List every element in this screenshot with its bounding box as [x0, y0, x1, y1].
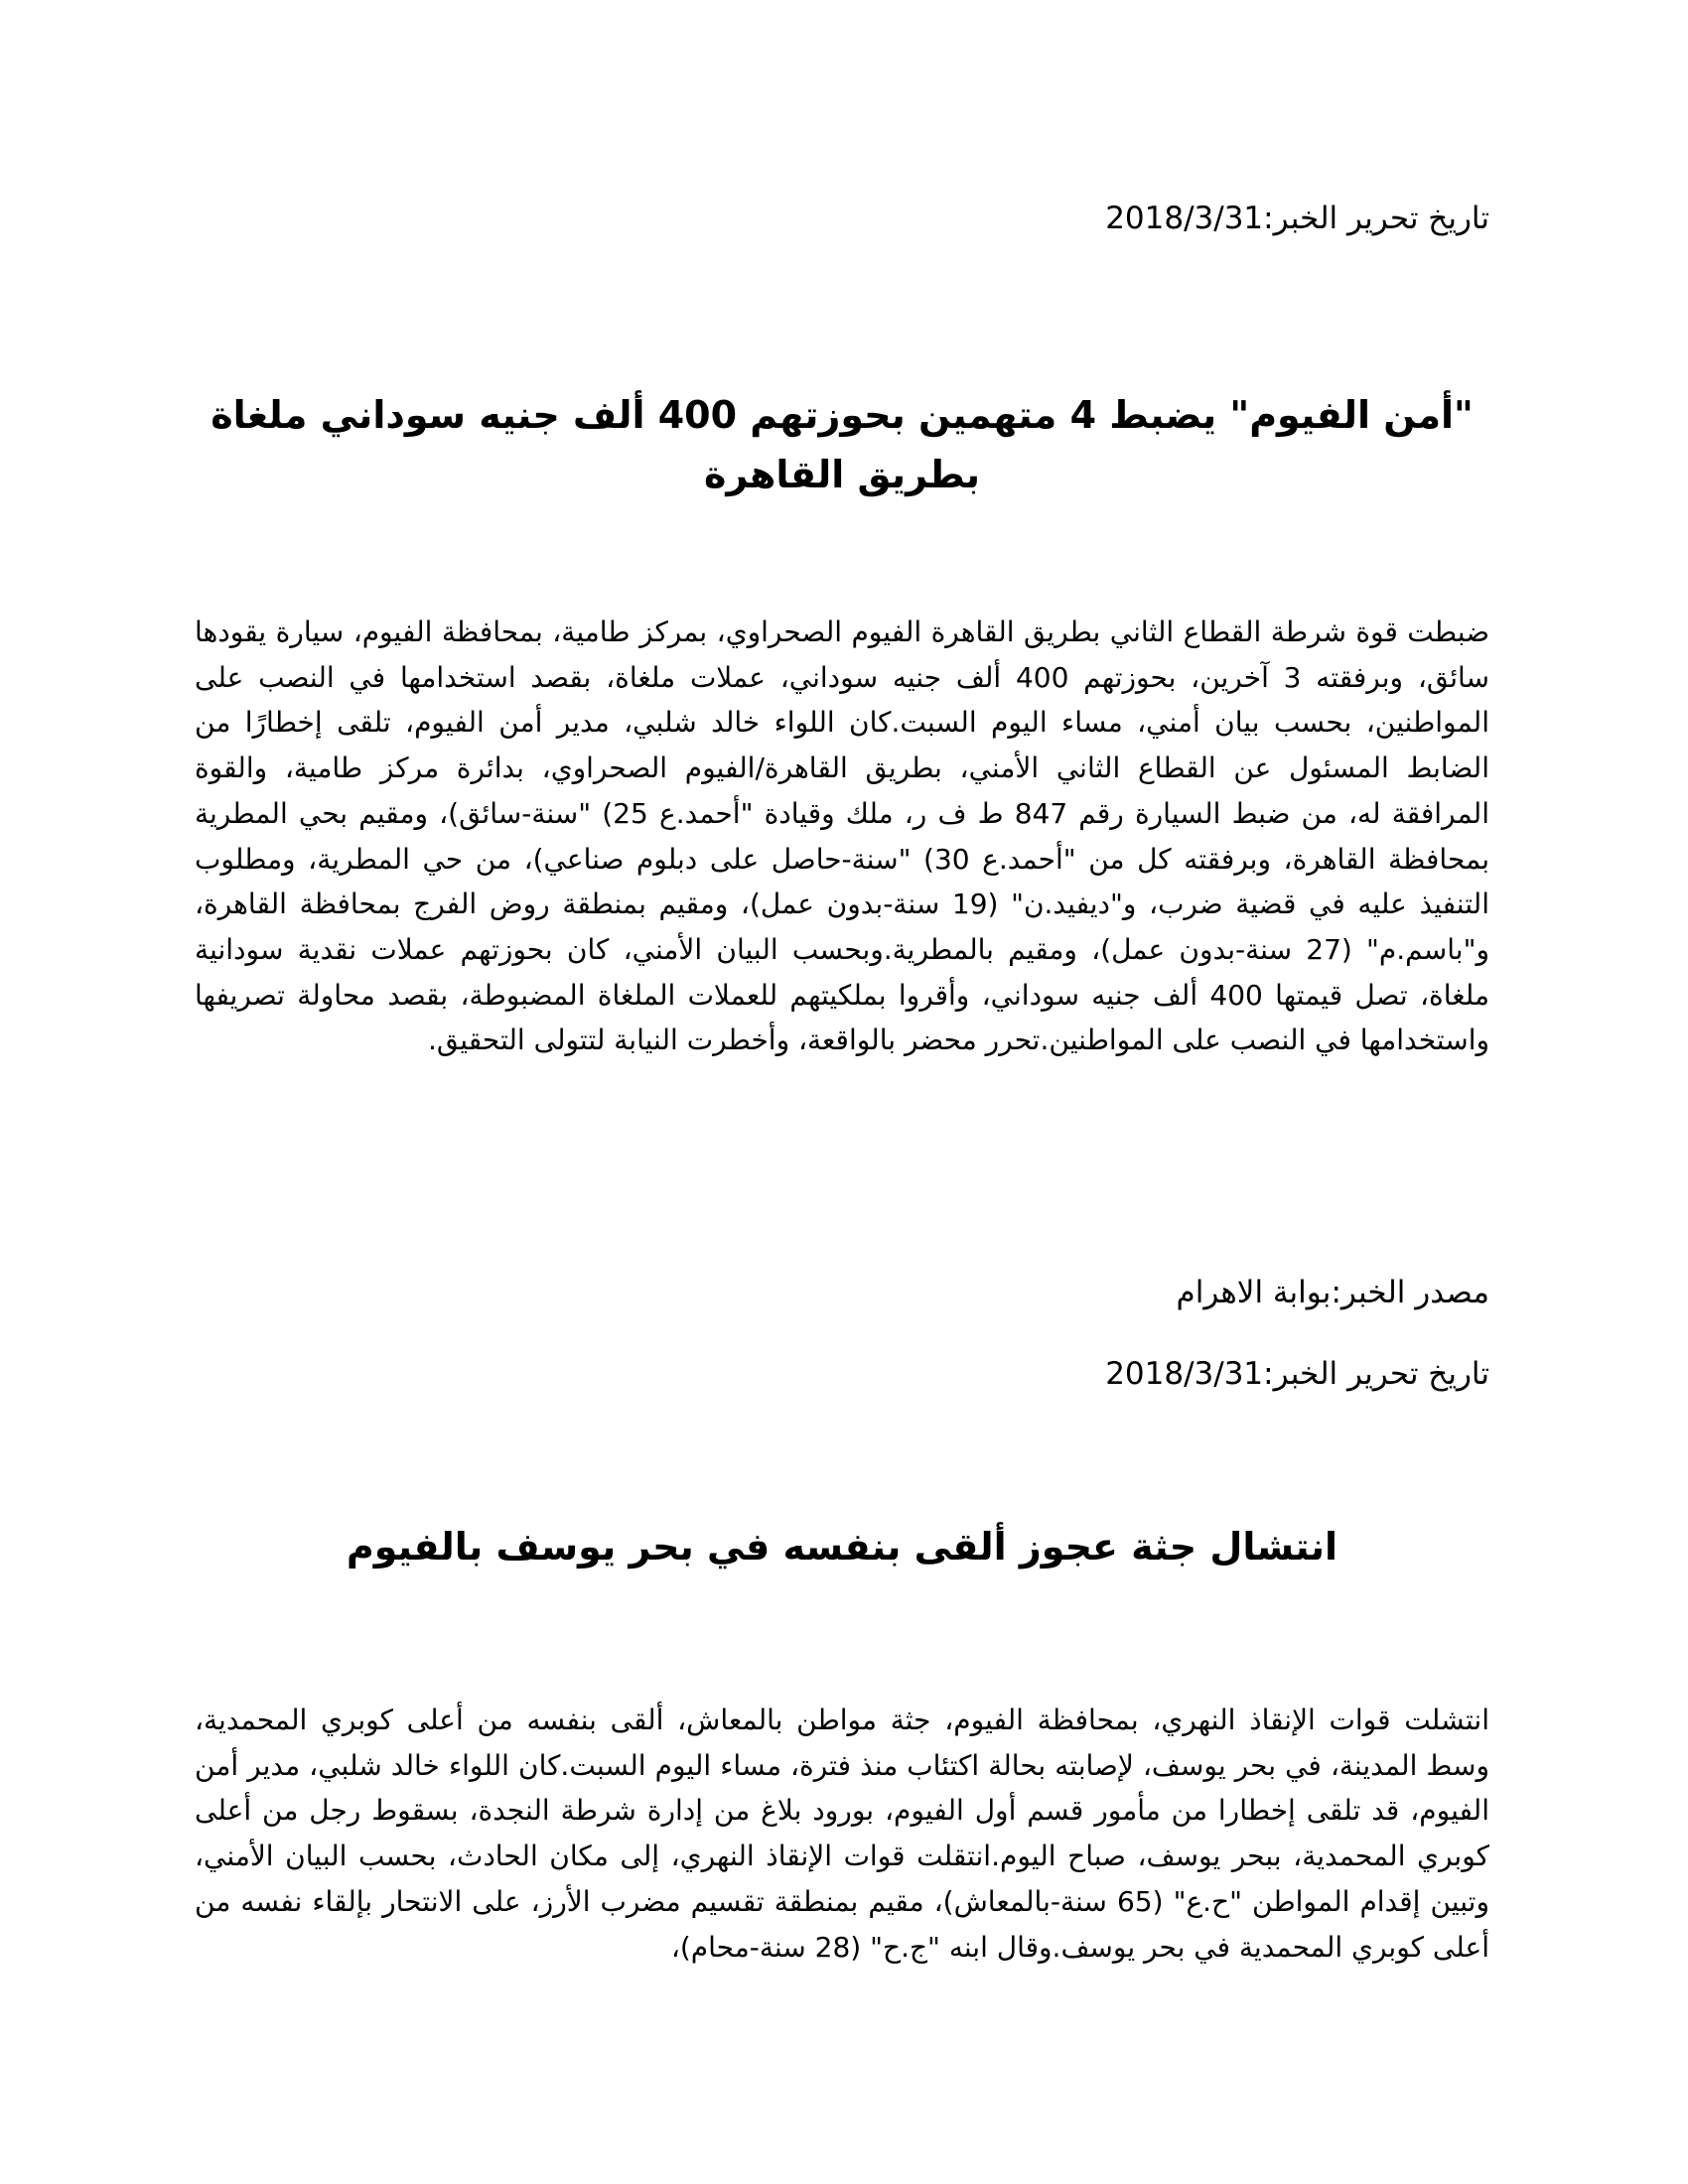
article-2-body: انتشلت قوات الإنقاذ النهري، بمحافظة الفيوم، جثة مواطن بالمعاش، ألقى بنفسه من أعلى كوبري المحمدية، وسط المدينة، في بحر يوسف، لإصابته بحالة اكتئاب منذ فترة، مساء اليوم السبت.كان اللواء خالد شلبي، مدير أمن الفيوم، قد تلقى إخطارا من مأمور قسم أول الفيوم، بورود بلاغ من إدارة شرطة النجدة، بسقوط رجل من أعلى كوبري المحمدية، ببحر يوسف، صباح اليوم.انتقلت قوات الإنقاذ النهري، إلى مكان الحادث، بحسب البيان الأمني، وتبين إقدام المواطن "ح.ع" (65 سنة-بالمعاش)، مقيم بمنطقة تقسيم مضرب الأرز، على الانتحار بإلقاء نفسه من أعلى كوبري المحمدية في بحر يوسف.وقال ابنه "ج.ح" (28 سنة-محام)،: [195, 1704, 1489, 1964]
article-1-source-label: مصدر الخبر:: [1331, 1275, 1489, 1310]
article-1-date-line: [1105, 199, 1489, 238]
article-1-source-line: [1177, 1273, 1489, 1312]
article-2-date-line: [1105, 1354, 1489, 1394]
article-2-date-value: 2018/3/31: [1105, 1356, 1264, 1392]
article-1-body: ضبطت قوة شرطة القطاع الثاني بطريق القاهرة الفيوم الصحراوي، بمركز طامية، بمحافظة الفيوم، سيارة يقودها سائق، وبرفقته 3 آخرين، بحوزتهم 400 ألف جنيه سوداني، عملات ملغاة، بقصد استخدامها في النصب على المواطنين، بحسب بيان أمني، مساء اليوم السبت.كان اللواء خالد شلبي، مدير أمن الفيوم، تلقى إخطارًا من الضابط المسئول عن القطاع الثاني الأمني، بطريق القاهرة/الفيوم الصحراوي، بدائرة مركز طامية، والقوة المرافقة له، من ضبط السيارة رقم 847 ط ف ر، ملك وقيادة "أحمد.ع 25) "سنة-سائق)، ومقيم بحي المطرية بمحافظة القاهرة، وبرفقته كل من "أحمد.ع 30) "سنة-حاصل على دبلوم صناعي)، من حي المطرية، ومطلوب التنفيذ عليه في قضية ضرب، و"ديفيد.ن" (19 سنة-بدون عمل)، ومقيم بمنطقة روض الفرج بمحافظة القاهرة، و"باسم.م" (27 سنة-بدون عمل)، ومقيم بالمطرية.وبحسب البيان الأمني، كان بحوزتهم عملات نقدية سودانية ملغاة، تصل قيمتها 400 ألف جنيه سوداني، وأقروا بملكيتهم للعملات الملغاة المضبوطة، بقصد محاولة تصريفها واستخدامها في النصب على المواطنين.تحرر محضر بالواقعة، وأخطرت النيابة لتتولى التحقيق.: [195, 615, 1489, 1057]
article-1-headline: "أمن الفيوم" يضبط 4 متهمين بحوزتهم 400 ألف جنيه سوداني ملغاة بطريق القاهرة: [211, 393, 1474, 496]
article-2-headline: انتشال جثة عجوز ألقى بنفسه في بحر يوسف بالفيوم: [346, 1525, 1338, 1569]
article-2-date-label: تاريخ تحرير الخبر:: [1263, 1356, 1489, 1392]
article-1-date-value: 2018/3/31: [1105, 201, 1264, 236]
article-1-date-label: تاريخ تحرير الخبر:: [1263, 201, 1489, 236]
document-page: [195, 0, 1489, 2184]
article-1-source-value: بوابة الاهرام: [1176, 1275, 1332, 1310]
